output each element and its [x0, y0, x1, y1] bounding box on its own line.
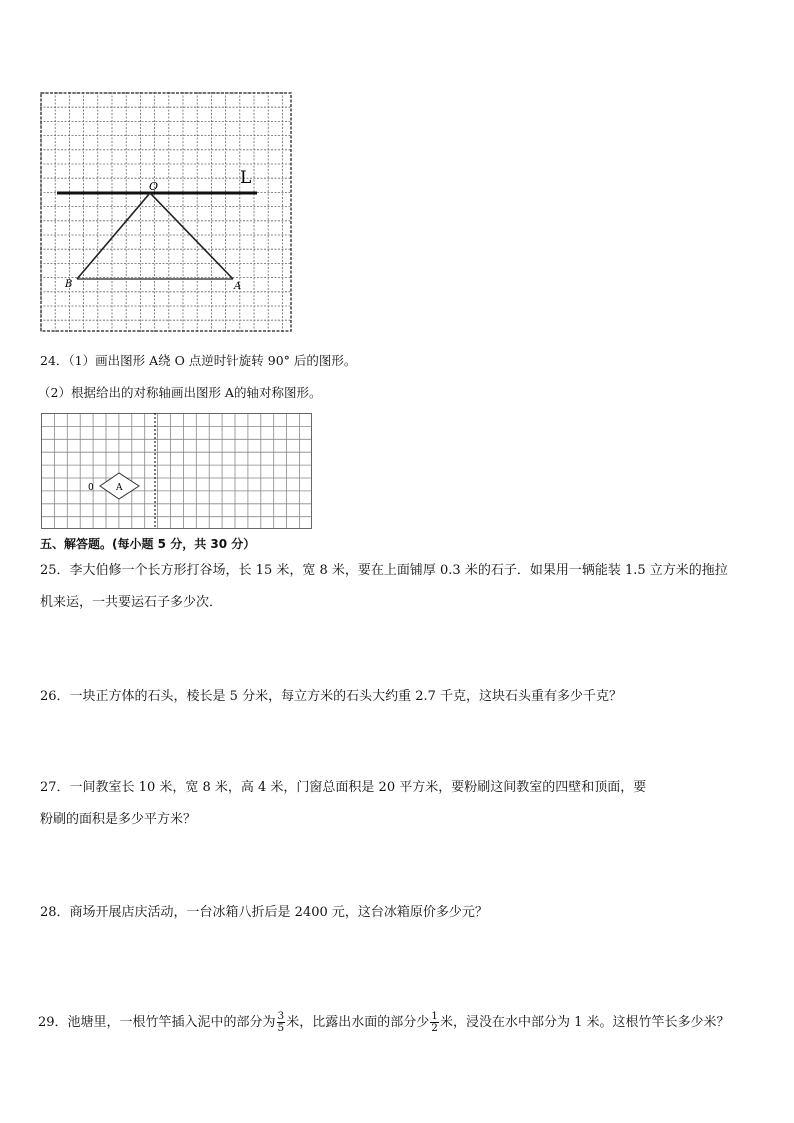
figure-1-border [41, 93, 291, 331]
label-b: B [65, 279, 73, 290]
q29-fraction-1 [277, 1011, 286, 1034]
section-5-heading: 五、解答题。(每小题 5 分，共 30 分） [40, 537, 256, 551]
q29-text [38, 1010, 729, 1036]
label-a: A [234, 281, 242, 292]
q29-frac1-num: 3 [277, 1010, 285, 1022]
q29-frac1-den: 5 [277, 1022, 285, 1034]
q29-seg3: 米，浸没在水中部分为 1 米。这根竹竿长多少米？ [439, 1015, 730, 1030]
q29-fraction-2 [430, 1011, 439, 1034]
figure-2-border [42, 414, 312, 529]
q24-part1: 24．（1）画出图形 A绕 O 点逆时针旋转 90° 后的图形。 [40, 353, 357, 368]
q29-seg2: 米，比露出水面的部分少 [286, 1015, 430, 1030]
figure-2-symmetry-grid [41, 413, 313, 531]
q29-seg1: 29．池塘里，一根竹竿插入泥中的部分为 [38, 1015, 276, 1030]
figure-1-rotation-grid [40, 92, 294, 334]
q24-part2: （2）根据给出的对称轴画出图形 A的轴对称图形。 [38, 385, 322, 400]
label-l: L [240, 168, 252, 188]
label-zero: 0 [88, 483, 94, 493]
q25-line1: 25．李大伯修一个长方形打谷场，长 15 米，宽 8 米，要在上面铺厚 0.3 米的石子．如果用一辆能装 1.5 立方米的拖拉 [40, 563, 728, 578]
q26-text: 26．一块正方体的石头，棱长是 5 分米，每立方米的石头大约重 2.7 千克，这块石头重有多少千克？ [40, 689, 623, 704]
q29-frac2-num: 1 [431, 1010, 438, 1022]
label-o: O [149, 180, 159, 193]
figure-2-grid [41, 413, 312, 529]
q27-line1: 27．一间教室长 10 米，宽 8 米，高 4 米，门窗总面积是 20 平方米，要粉刷这间教室的四壁和顶面，要 [40, 780, 647, 795]
q29-frac2-den: 2 [431, 1022, 438, 1034]
figure-1-grid [40, 92, 292, 332]
q27-line2: 粉刷的面积是多少平方米？ [40, 812, 197, 827]
q25-line2: 机来运，一共要运石子多少次． [40, 595, 223, 610]
label-a-shape: A [116, 483, 123, 493]
q28-text: 28．商场开展店庆活动，一台冰箱八折后是 2400 元，这台冰箱原价多少元？ [40, 905, 488, 920]
